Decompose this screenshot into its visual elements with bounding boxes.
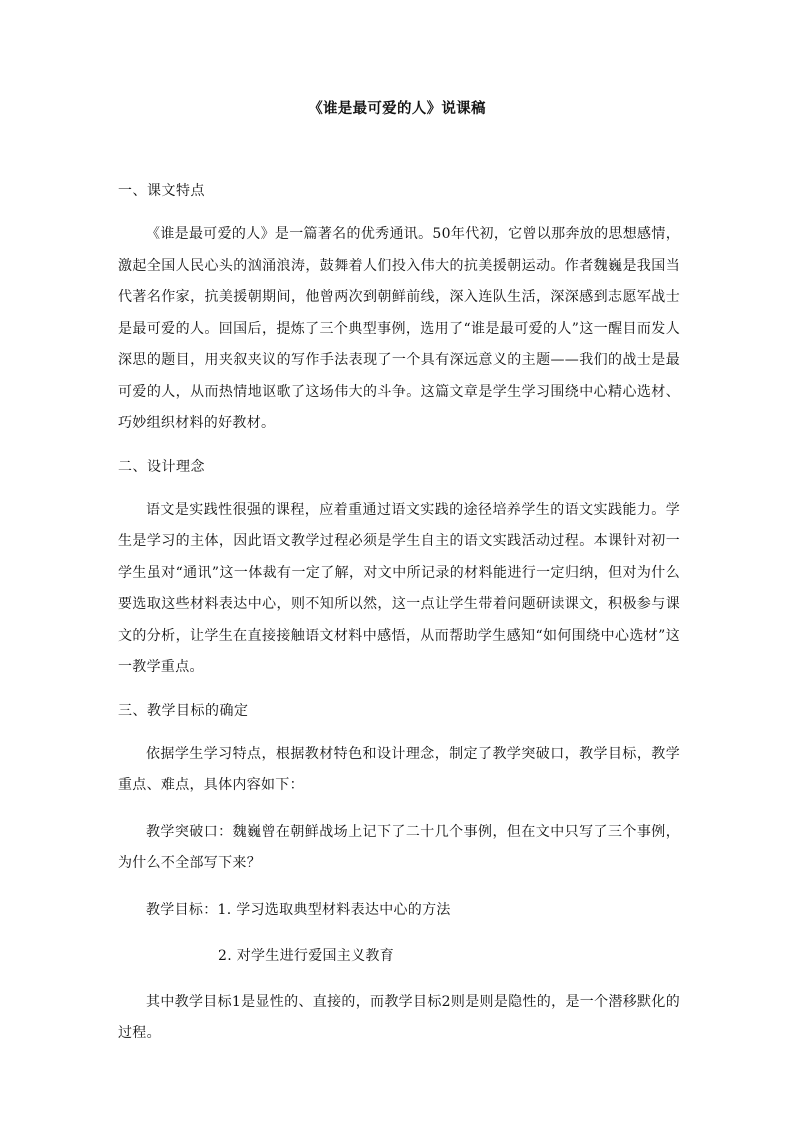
document-body bbox=[118, 176, 680, 1050]
document-title: 《谁是最可爱的人》说课稿 bbox=[308, 100, 486, 117]
paragraph-breakthrough: 教学突破口：魏巍曾在朝鲜战场上记下了二十几个事例，但在文中只写了三个事例，为什么不全部写下来？ bbox=[118, 823, 680, 871]
paragraph-features: 《谁是最可爱的人》是一篇著名的优秀通讯。50年代初，它曾以那奔放的思想感情，激起全国人民心头的汹涌浪涛，鼓舞着人们投入伟大的抗美援朝运动。作者魏巍是我国当代著名作家，抗美援朝期间，他曾两次到朝鲜前线，深入连队生活，深深感到志愿军战士是最可爱的人。回国后，提炼了三个典型事例，选用了“谁是最可爱的人”这一醒目而发人深思的题目，用夹叙夹议的写作手法表现了一个具有深远意义的主题——我们的战士是最可爱的人，从而热情地讴歌了这场伟大的斗争。这篇文章是学生学习围绕中心精心选材、巧妙组织材料的好教材。 bbox=[118, 226, 680, 431]
paragraph-design-concept: 语文是实践性很强的课程，应着重通过语文实践的途径培养学生的语文实践能力。学生是学习的主体，因此语文教学过程必须是学生自主的语文实践活动过程。本课针对初一学生虽对“通讯”这一体裁有一定了解，对文中所记录的材料能进行一定归纳，但对为什么要选取这些材料表达中心，则不知所以然，这一点让学生带着问题研读课文，积极参与课文的分析，让学生在直接接触语文材料中感悟，从而帮助学生感知“如何围绕中心选材”这一教学重点。 bbox=[118, 501, 680, 675]
teaching-objective-1: 教学目标：1. 学习选取典型材料表达中心的方法 bbox=[146, 901, 451, 918]
paragraph-goals-closing: 其中教学目标1是显性的、直接的，而教学目标2则是则是隐性的，是一个潜移默化的过程。 bbox=[118, 993, 680, 1041]
section-heading-design-concept: 二、设计理念 bbox=[118, 458, 205, 475]
teaching-objective-2: 2. 对学生进行爱国主义教育 bbox=[218, 947, 395, 964]
paragraph-goals-intro: 依据学生学习特点，根据教材特色和设计理念，制定了教学突破口，教学目标，教学重点、难点，具体内容如下： bbox=[118, 745, 680, 793]
section-heading-teaching-goals: 三、教学目标的确定 bbox=[118, 702, 249, 719]
section-heading-features: 一、课文特点 bbox=[118, 183, 205, 199]
